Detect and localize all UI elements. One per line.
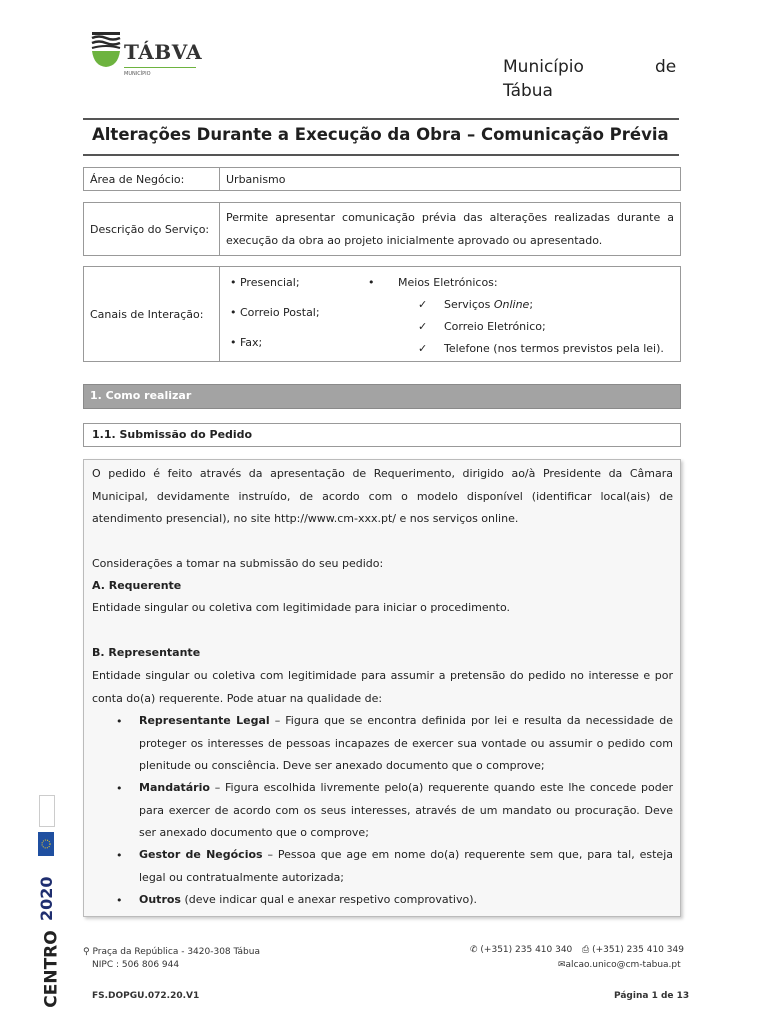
phone: ✆ (+351) 235 410 340	[470, 945, 573, 955]
heading-representante: B. Representante	[92, 646, 201, 659]
portugal-2020-logo: 2020	[37, 876, 56, 921]
list-item-gestor-negocios: Gestor de Negócios – Pessoa que age em nome do(a) requerente sem que, para tal, esteja legal ou contratualmente autorizada;	[139, 848, 674, 884]
check-icon: ✓	[418, 298, 428, 311]
requerente-text: Entidade singular ou coletiva com legitimidade para iniciar o procedimento.	[92, 601, 510, 614]
channels-table	[83, 266, 681, 362]
channel-correio-eletronico: Correio Eletrónico;	[444, 320, 546, 333]
coat-of-arms-icon	[90, 30, 124, 70]
check-icon: ✓	[418, 342, 428, 355]
meios-bullet: •	[368, 276, 375, 289]
meios-eletronicos-head: Meios Eletrónicos:	[398, 276, 498, 289]
bullet-icon: •	[116, 715, 123, 728]
area-label: Área de Negócio:	[84, 168, 220, 191]
tabua-logo	[90, 30, 203, 80]
list-item-mandatario: Mandatário – Figura escolhida livremente pelo(a) requerente quando este lhe concede poder para exercer de acordo com os seus interesses, através de um mandato ou procuração. Deve ser anexado documento que o comprove;	[139, 781, 673, 839]
eu-flag-icon	[38, 832, 54, 856]
nipc: NIPC : 506 806 944	[92, 960, 180, 970]
logo-subtext: MUNICÍPIO	[124, 71, 151, 77]
section-como-realizar	[83, 384, 681, 409]
municipality-line1: Município	[503, 57, 584, 77]
channel-fax: • Fax;	[230, 336, 263, 349]
area-value: Urbanismo	[220, 168, 681, 191]
channels-content	[220, 268, 680, 360]
list-item-representante-legal: Representante Legal – Figura que se encontra definida por lei e resulta da necessidade de proteger os interesses de pessoas incapazes de exercer sua vontade ou assumir o pedido com plenitude ou consciência. Deve ser anexado documento que o comprove;	[139, 714, 673, 772]
service-description-table	[83, 202, 681, 256]
fax: ⎙ (+351) 235 410 349	[582, 945, 684, 955]
channel-servicos-online: Serviços Online;	[444, 298, 534, 311]
intro-paragraph: O pedido é feito através da apresentação de Requerimento, dirigido ao/à Presidente da Câmara Municipal, devidamente instruído, de acordo com o modelo disponível (identificar local(ais) de atendimento presencial), no site http://www.cm-xxx.pt/ e nos serviços online.	[92, 467, 673, 525]
municipality-de: de	[655, 57, 677, 77]
bullet-icon: •	[116, 782, 123, 795]
channel-telefone: Telefone (nos termos previstos pela lei).	[444, 342, 664, 355]
business-area-table	[83, 167, 681, 191]
municipality-line2: Tábua	[503, 81, 553, 101]
check-icon: ✓	[418, 320, 428, 333]
channels-label: Canais de Interação:	[84, 267, 220, 362]
description-value: Permite apresentar comunicação prévia das alterações realizadas durante a execução da obra ao projeto inicialmente aprovado ou apresentado.	[220, 203, 681, 256]
location-pin-icon: ⚲	[83, 947, 90, 957]
mail-icon: ✉	[558, 960, 566, 970]
logo-text: TÁBVA	[124, 40, 203, 64]
phone-icon: ✆	[470, 945, 478, 955]
logo-rule	[124, 67, 196, 68]
page-title: Alterações Durante a Execução da Obra – Comunicação Prévia	[92, 125, 669, 144]
bullet-icon: •	[116, 894, 123, 907]
page-number: Página 1 de 13	[614, 991, 690, 1001]
email[interactable]: ✉alcao.unico@cm-tabua.pt	[558, 960, 681, 970]
norte-logo	[39, 795, 55, 827]
section-title: 1. Como realizar	[90, 389, 192, 402]
heading-requerente: A. Requerente	[92, 579, 182, 592]
description-label: Descrição do Serviço:	[84, 203, 220, 256]
centro-logo: CENTRO	[41, 930, 62, 1008]
channel-presencial: • Presencial;	[230, 276, 300, 289]
channel-correio-postal: • Correio Postal;	[230, 306, 320, 319]
representante-text: Entidade singular ou coletiva com legitimidade para assumir a pretensão do pedido no interesse e por conta do(a) requerente. Pode atuar na qualidade de:	[92, 669, 673, 705]
bullet-icon: •	[116, 849, 123, 862]
funding-sidebar	[35, 795, 60, 1010]
list-item-outros: Outros (deve indicar qual e anexar respetivo comprovativo).	[139, 893, 478, 906]
address: ⚲ Praça da República - 3420-308 Tábua	[83, 947, 260, 957]
fax-icon: ⎙	[582, 945, 590, 955]
subsection-submissao	[83, 423, 681, 447]
considerations-text: Considerações a tomar na submissão do seu pedido:	[92, 557, 384, 570]
document-code: FS.DOPGU.072.20.V1	[92, 991, 200, 1001]
subsection-title: 1.1. Submissão do Pedido	[92, 428, 253, 441]
